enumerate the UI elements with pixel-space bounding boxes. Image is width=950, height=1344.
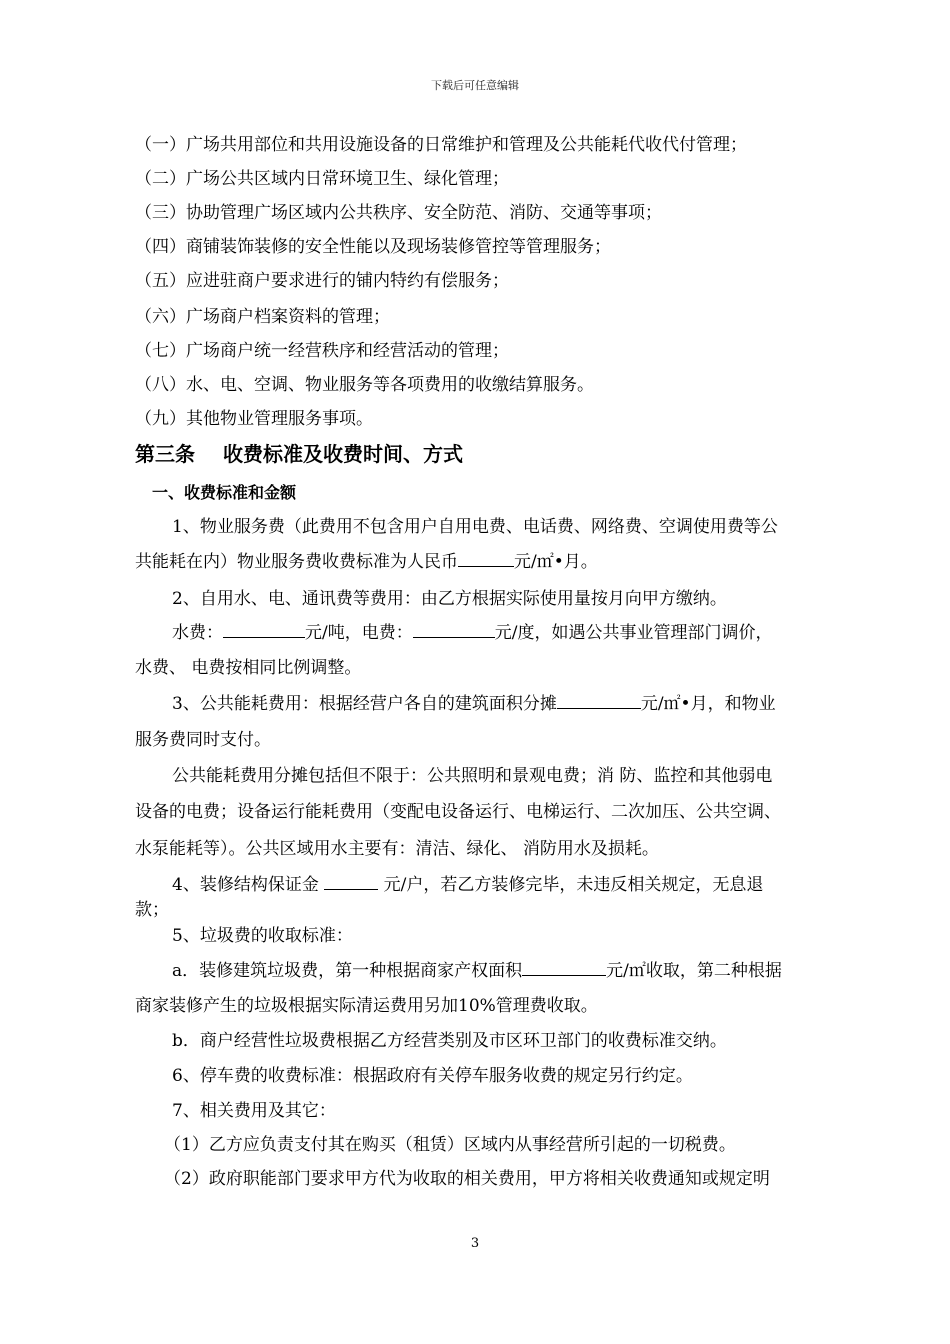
para-2-line-1: 2、自用水、电、通讯费等费用：由乙方根据实际使用量按月向甲方缴纳。 [172, 589, 727, 609]
para-2-line-2: 水费： 元/吨，电费： 元/度，如遇公共事业管理部门调价， [172, 623, 773, 643]
para-2-line-3: 水费、 电费按相同比例调整。 [135, 658, 362, 678]
para-12: （2）政府职能部门要求甲方代为收取的相关费用，甲方将相关收费通知或规定明 [164, 1169, 770, 1189]
scope-item-2: （二）广场公共区域内日常环境卫生、绿化管理； [135, 169, 509, 189]
section-title: 一、收费标准和金额 [152, 483, 297, 502]
para-4-line-3: 水泵能耗等）。公共区域用水主要有：清洁、绿化、 消防用水及损耗。 [135, 839, 659, 859]
scope-item-6: （六）广场商户档案资料的管理； [135, 307, 390, 327]
para-10: 7、相关费用及其它： [172, 1101, 336, 1121]
para-4-line-1: 公共能耗费用分摊包括但不限于：公共照明和景观电费；消 防、监控和其他弱电 [172, 766, 773, 786]
blank-field [223, 622, 305, 638]
article-heading [135, 441, 463, 467]
para-1-line-1: 1、物业服务费（此费用不包含用户自用电费、电话费、网络费、空调使用费等公 [172, 517, 778, 537]
para-6: 5、垃圾费的收取标准： [172, 926, 353, 946]
para-5-line-2: 款； [135, 900, 169, 920]
blank-field [522, 960, 606, 976]
scope-item-7: （七）广场商户统一经营秩序和经营活动的管理； [135, 341, 509, 361]
scope-item-3: （三）协助管理广场区域内公共秩序、安全防范、消防、交通等事项； [135, 203, 662, 223]
scope-item-5: （五）应进驻商户要求进行的铺内特约有偿服务； [135, 271, 509, 291]
article-number: 第三条 [135, 442, 195, 466]
scope-item-8: （八）水、电、空调、物业服务等各项费用的收缴结算服务。 [135, 375, 594, 395]
para-7-line-1: a．装修建筑垃圾费，第一种根据商家产权面积 元/㎡收取，第二种根据 [172, 961, 782, 981]
blank-field [324, 874, 378, 890]
para-8: b．商户经营性垃圾费根据乙方经营类别及市区环卫部门的收费标准交纳。 [172, 1031, 727, 1051]
article-title: 收费标准及收费时间、方式 [223, 442, 463, 466]
blank-field [413, 622, 495, 638]
para-9: 6、停车费的收费标准：根据政府有关停车服务收费的规定另行约定。 [172, 1066, 693, 1086]
para-3-line-2: 服务费同时支付。 [135, 730, 271, 750]
page-number: 3 [470, 1236, 480, 1251]
para-3-line-1: 3、公共能耗费用：根据经营户各自的建筑面积分摊 元/㎡•月，和物业 [172, 694, 776, 714]
para-4-line-2: 设备的电费；设备运行能耗费用（变配电设备运行、电梯运行、二次加压、公共空调、 [135, 802, 781, 822]
para-5-line-1: 4、装修结构保证金 元/户，若乙方装修完毕，未违反相关规定，无息退 [172, 875, 764, 895]
scope-item-1: （一）广场共用部位和共用设施设备的日常维护和管理及公共能耗代收代付管理； [135, 135, 747, 155]
blank-field [458, 551, 514, 567]
para-11: （1）乙方应负责支付其在购买（租赁）区域内从事经营所引起的一切税费。 [164, 1135, 736, 1155]
scope-item-4: （四）商铺装饰装修的安全性能以及现场装修管控等管理服务； [135, 237, 611, 257]
page-header: 下载后可任意编辑 [431, 79, 519, 92]
para-7-line-2: 商家装修产生的垃圾根据实际清运费用另加10%管理费收取。 [135, 996, 598, 1016]
para-1-line-2: 共能耗在内）物业服务费收费标准为人民币 元/㎡•月。 [135, 552, 598, 572]
scope-item-9: （九）其他物业管理服务事项。 [135, 409, 373, 429]
blank-field [557, 693, 641, 709]
